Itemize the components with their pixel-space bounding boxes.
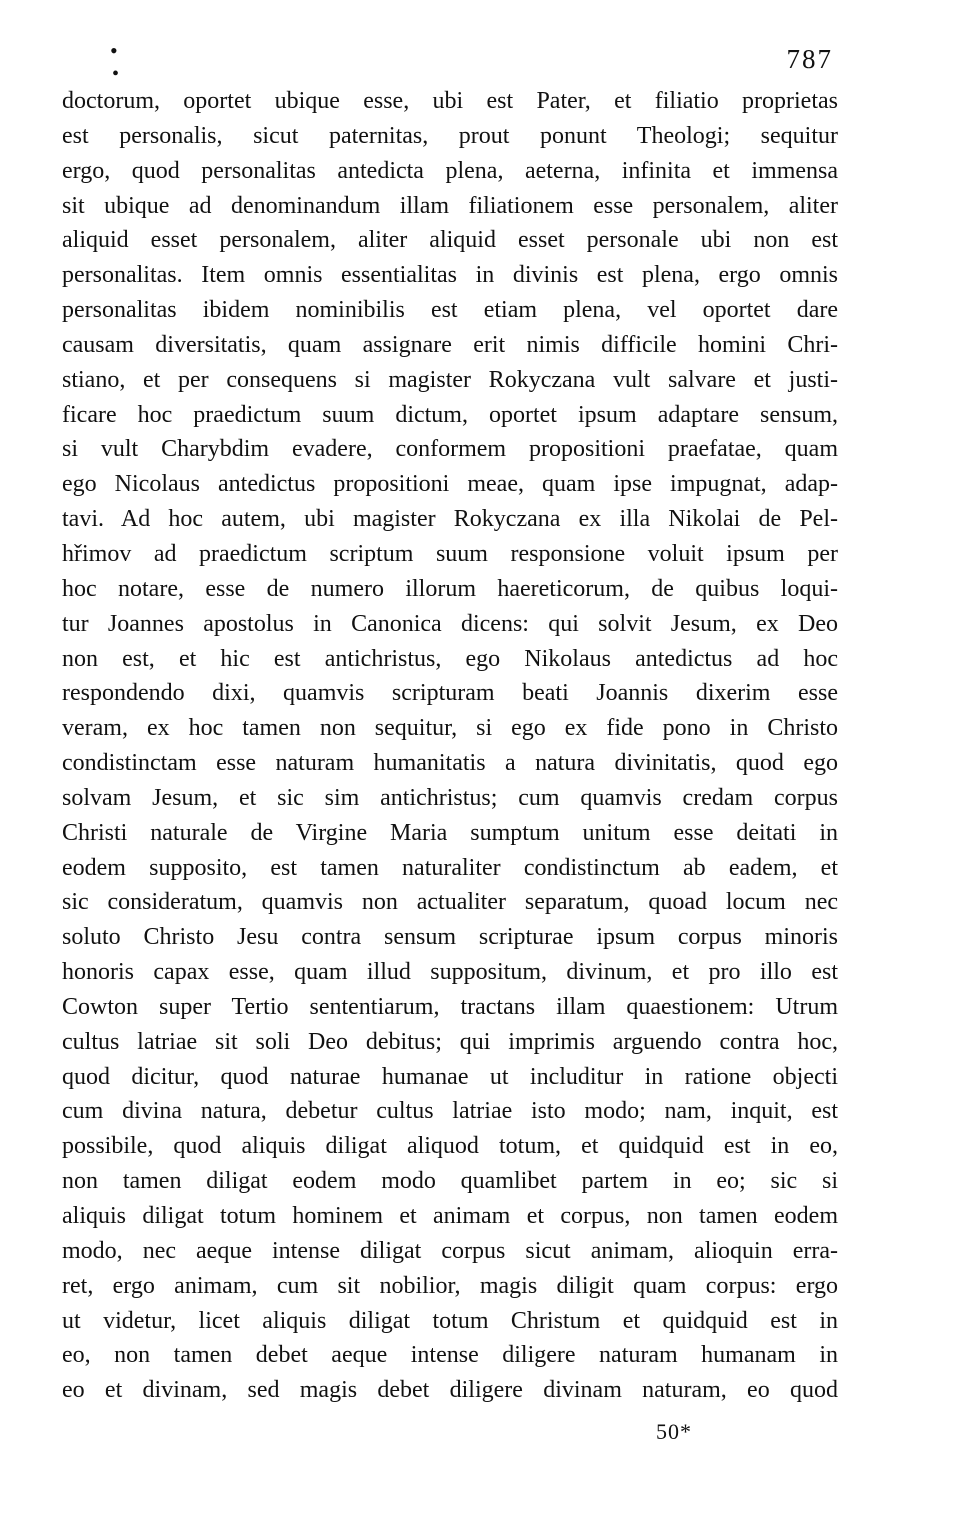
text-line: veram, ex hoc tamen non sequitur, si ego ex fide pono in Christo bbox=[62, 715, 838, 742]
text-line: solvam Jesum, et sic sim antichristus; cum quamvis credam corpus bbox=[62, 784, 838, 811]
text-line: eodem supposito, est tamen naturaliter condistinctum ab eadem, et bbox=[62, 854, 838, 881]
text-line: condistinctam esse naturam humanitatis a natura divinitatis, quod ego bbox=[62, 750, 838, 777]
page-number: 787 bbox=[786, 44, 833, 74]
text-line: sit ubique ad denominandum illam filiationem esse personalem, aliter bbox=[62, 192, 838, 219]
text-line: si vult Charybdim evadere, conformem propositioni praefatae, quam bbox=[62, 436, 838, 463]
text-line: personalitas ibidem nominibilis est etiam plena, vel oportet dare bbox=[62, 297, 838, 324]
text-line: aliquis diligat totum hominem et animam et corpus, non tamen eodem bbox=[62, 1203, 838, 1229]
text-line: aliquid esset personalem, aliter aliquid esset personale ubi non est bbox=[62, 227, 838, 254]
text-line: honoris capax esse, quam illud suppositum, divinum, et pro illo est bbox=[62, 959, 838, 986]
text-line: tavi. Ad hoc autem, ubi magister Rokyczana ex illa Nikolai de Pel- bbox=[62, 506, 838, 533]
text-line: soluto Christo Jesu contra sensum scripturae ipsum corpus minoris bbox=[62, 924, 838, 951]
margin-mark: • bbox=[110, 38, 118, 63]
text-line: ficare hoc praedictum suum dictum, oportet ipsum adaptare sensum, bbox=[62, 401, 838, 428]
margin-mark: • bbox=[112, 63, 120, 85]
text-line: modo, nec aeque intense diligat corpus sicut animam, alioquin erra- bbox=[62, 1237, 838, 1264]
text-line: ego Nicolaus antedictus propositioni meae, quam ipse impugnat, adap- bbox=[62, 471, 838, 498]
text-line: eo, non tamen debet aeque intense diligere naturam humanam in bbox=[62, 1342, 838, 1369]
text-line: quod dicitur, quod naturae humanae ut includitur in ratione objecti bbox=[62, 1063, 838, 1090]
text-line: personalitas. Item omnis essentialitas in divinis est plena, ergo omnis bbox=[62, 262, 838, 289]
text-line: doctorum, oportet ubique esse, ubi est Pater, et filiatio proprietas bbox=[62, 88, 838, 114]
text-line: stiano, et per consequens si magister Rokyczana vult salvare et justi- bbox=[62, 366, 838, 393]
text-line: possibile, quod aliquis diligat aliquod totum, et quidquid est in eo, bbox=[62, 1133, 838, 1160]
text-line: tur Joannes apostolus in Canonica dicens: qui solvit Jesum, ex Deo bbox=[62, 610, 838, 637]
text-line: respondendo dixi, quamvis scripturam beati Joannis dixerim esse bbox=[62, 680, 838, 707]
text-line: Christi naturale de Virgine Maria sumptum unitum esse deitati in bbox=[62, 819, 838, 846]
text-line: ut videtur, licet aliquis diligat totum Christum et quidquid est in bbox=[62, 1307, 838, 1334]
signature-mark: 50* bbox=[656, 1419, 692, 1444]
body-text bbox=[62, 84, 838, 1408]
text-line: ergo, quod personalitas antedicta plena, aeterna, infinita et immensa bbox=[62, 157, 838, 184]
text-line: ret, ergo animam, cum sit nobilior, magis diligit quam corpus: ergo bbox=[62, 1272, 838, 1299]
text-line: sic consideratum, quamvis non actualiter separatum, quoad locum nec bbox=[62, 889, 838, 916]
text-line: causam diversitatis, quam assignare erit nimis difficile homini Chri- bbox=[62, 331, 838, 358]
text-line: eo et divinam, sed magis debet diligere divinam naturam, eo quod bbox=[62, 1377, 838, 1404]
text-line: cultus latriae sit soli Deo debitus; qui imprimis arguendo contra hoc, bbox=[62, 1028, 838, 1055]
text-line: non est, et hic est antichristus, ego Nikolaus antedictus ad hoc bbox=[62, 645, 838, 672]
text-line: hoc notare, esse de numero illorum haereticorum, de quibus loqui- bbox=[62, 575, 838, 602]
text-line: hřimov ad praedictum scriptum suum responsione voluit ipsum per bbox=[62, 540, 838, 567]
text-line: non tamen diligat eodem modo quamlibet partem in eo; sic si bbox=[62, 1168, 838, 1195]
text-line: cum divina natura, debetur cultus latriae isto modo; nam, inquit, est bbox=[62, 1098, 838, 1125]
text-line: Cowton super Tertio sententiarum, tractans illam quaestionem: Utrum bbox=[62, 993, 838, 1020]
text-line: est personalis, sicut paternitas, prout ponunt Theologi; sequitur bbox=[62, 122, 838, 149]
